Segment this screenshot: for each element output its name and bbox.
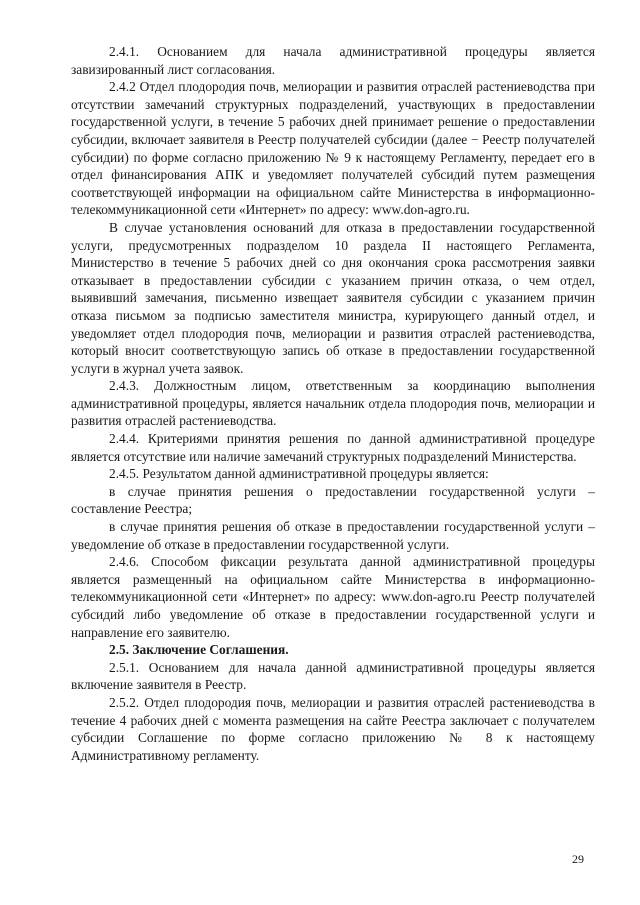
paragraph-2-4-6: 2.4.6. Способом фиксации результата данной административной процедуры является размещенный на официальном сайте Министерства в информационно-телекоммуникационной сети «Интернет» по адресу: www.don-agro.ru Реестр получателей субсидий либо уведомление об отказе в предоставлении государственной услуги и направление его заявителю.: [71, 554, 595, 640]
paragraph-2-4-3: 2.4.3. Должностным лицом, ответственным за координацию выполнения административной процедуры, является начальник отдела плодородия почв, мелиорации и развития отраслей растениеводства.: [71, 378, 595, 429]
document-body: [71, 43, 595, 764]
paragraph-2-4-4: 2.4.4. Критериями принятия решения по данной административной процедуре является отсутствие или наличие замечаний структурных подразделений Министерства.: [71, 431, 595, 464]
paragraph-2-4-5: 2.4.5. Результатом данной административной процедуры является:: [109, 466, 489, 482]
paragraph-refusal: В случае установления оснований для отказа в предоставлении государственной услуги, предусмотренных подразделом 10 раздела II настоящего Регламента, Министерство в течение 5 рабочих дней со дня окончания срока рассмотрения заявки отказывает в предоставлении субсидии с указанием причин отказа, о чем отдел, выявивший замечания, письменно извещает заявителя субсидии с указанием причин отказа письмом за подписью заместителя министра, курирующего данный отдел, и уведомляет отдел плодородия почв, мелиорации и развития отраслей растениеводства, который вносит соответствующую запись об отказе в предоставлении государственной услуги в журнал учета заявок.: [71, 219, 595, 376]
paragraph-2-4-2: 2.4.2 Отдел плодородия почв, мелиорации и развития отраслей растениеводства при отсутствии замечаний структурных подразделений, участвующих в предоставлении государственной услуги, в течение 5 рабочих дней принимает решение о предоставлении субсидии, включает заявителя в Реестр получателей субсидии (далее − Реестр получателей субсидии) по форме согласно приложению № 9 к настоящему Регламенту, передает его в отдел финансирования АПК и уведомляет получателей субсидий путем размещения соответствующей информации на официальном сайте Министерства в информационно-телекоммуникационной сети «Интернет» по адресу: www.don-agro.ru.: [71, 79, 595, 218]
paragraph-2-5-1: 2.5.1. Основанием для начала данной административной процедуры является включение заявителя в Реестр.: [71, 659, 595, 693]
paragraph-result-refusal: в случае принятия решения об отказе в предоставлении государственной услуги – уведомление об отказе в предоставлении государственной услуги.: [71, 519, 595, 552]
page-number: 29: [572, 852, 584, 866]
paragraph-2-4-1: 2.4.1. Основанием для начала административной процедуры является завизированный лист согласования.: [71, 44, 595, 77]
paragraph-result-grant: в случае принятия решения о предоставлении государственной услуги – составление Реестра;: [71, 483, 595, 517]
paragraph-2-5-2: 2.5.2. Отдел плодородия почв, мелиорации и развития отраслей растениеводства в течение 4 рабочих дней с момента размещения на сайте Реестра заключает с получателем субсидии Соглашение по форме согласно приложению № 8 к настоящему Административному регламенту.: [71, 694, 595, 763]
section-heading-2-5: 2.5. Заключение Соглашения.: [109, 642, 289, 658]
